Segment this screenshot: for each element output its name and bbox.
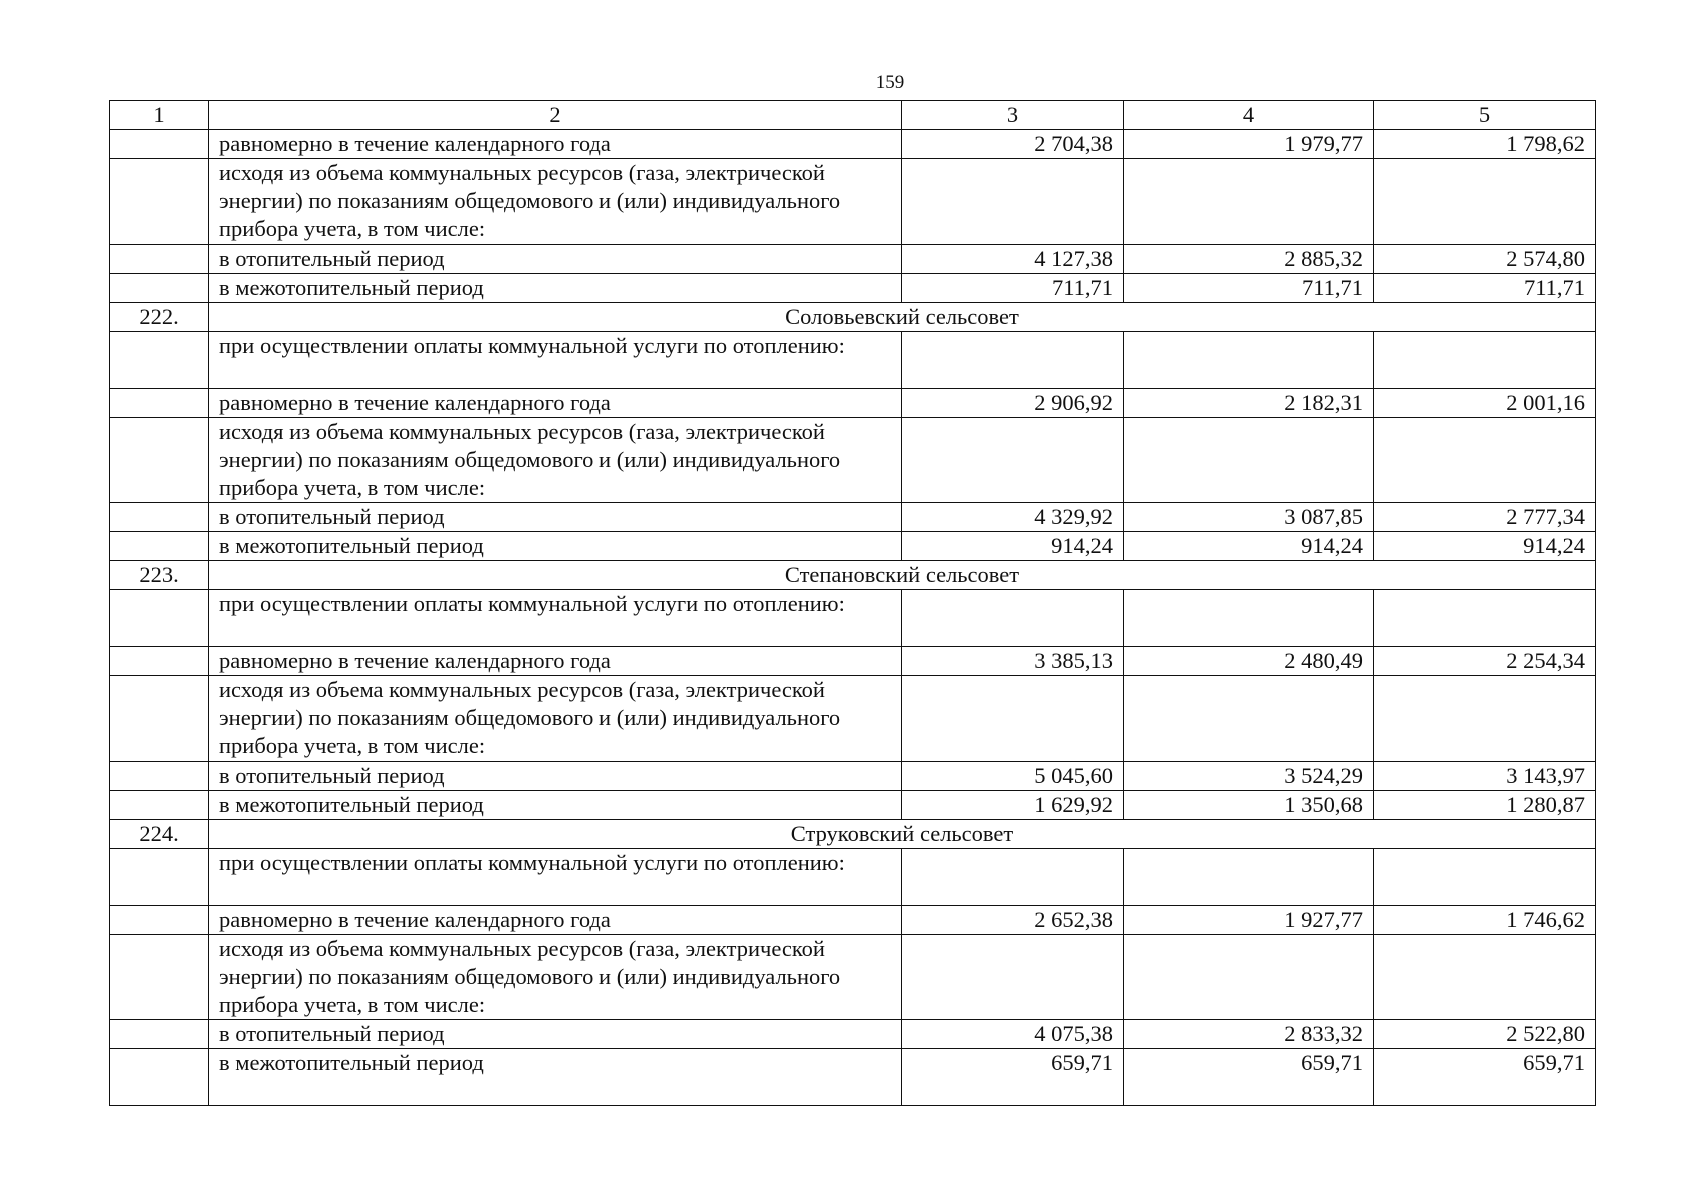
table-row <box>110 159 1596 245</box>
row-number <box>110 590 209 647</box>
row-number <box>110 905 209 934</box>
table-row <box>110 417 1596 503</box>
value-col-5: 2 522,80 <box>1374 1020 1596 1049</box>
row-description: при осуществлении оплаты коммунальной услуги по отоплению: <box>209 590 902 647</box>
row-description: при осуществлении оплаты коммунальной услуги по отоплению: <box>209 331 902 388</box>
value-col-4 <box>1124 331 1374 388</box>
row-number <box>110 848 209 905</box>
table-row <box>110 1020 1596 1049</box>
row-number <box>110 244 209 273</box>
value-col-4: 3 524,29 <box>1124 761 1374 790</box>
table-row <box>110 130 1596 159</box>
value-col-4 <box>1124 676 1374 762</box>
row-description: равномерно в течение календарного года <box>209 905 902 934</box>
row-description: в межотопительный период <box>209 532 902 561</box>
value-col-5 <box>1374 331 1596 388</box>
row-description: в отопительный период <box>209 244 902 273</box>
value-col-3 <box>902 590 1124 647</box>
value-col-3: 659,71 <box>902 1049 1124 1106</box>
value-col-3: 914,24 <box>902 532 1124 561</box>
value-col-5: 3 143,97 <box>1374 761 1596 790</box>
region-name: Соловьевский сельсовет <box>209 302 1596 331</box>
row-number <box>110 647 209 676</box>
row-description: в межотопительный период <box>209 790 902 819</box>
value-col-5 <box>1374 159 1596 245</box>
row-number: 224. <box>110 819 209 848</box>
row-description: исходя из объема коммунальных ресурсов (газа, электрической энергии) по показаниям общедомового и (или) индивидуального прибора учета, в том числе: <box>209 159 902 245</box>
value-col-3 <box>902 934 1124 1020</box>
value-col-3: 4 075,38 <box>902 1020 1124 1049</box>
value-col-5: 914,24 <box>1374 532 1596 561</box>
value-col-3 <box>902 676 1124 762</box>
value-col-3: 4 127,38 <box>902 244 1124 273</box>
row-number <box>110 1020 209 1049</box>
table-row <box>110 934 1596 1020</box>
value-col-3: 4 329,92 <box>902 503 1124 532</box>
value-col-3: 2 704,38 <box>902 130 1124 159</box>
row-number <box>110 761 209 790</box>
value-col-4: 659,71 <box>1124 1049 1374 1106</box>
value-col-5: 1 798,62 <box>1374 130 1596 159</box>
value-col-4 <box>1124 848 1374 905</box>
value-col-5: 711,71 <box>1374 273 1596 302</box>
row-number <box>110 130 209 159</box>
value-col-4: 1 979,77 <box>1124 130 1374 159</box>
row-description: исходя из объема коммунальных ресурсов (газа, электрической энергии) по показаниям общедомового и (или) индивидуального прибора учета, в том числе: <box>209 676 902 762</box>
row-number <box>110 934 209 1020</box>
tariff-table <box>109 100 1596 1106</box>
value-col-4: 1 927,77 <box>1124 905 1374 934</box>
region-row <box>110 561 1596 590</box>
page-number: 159 <box>875 72 905 93</box>
row-description: равномерно в течение календарного года <box>209 388 902 417</box>
value-col-3 <box>902 417 1124 503</box>
value-col-4: 711,71 <box>1124 273 1374 302</box>
table-body <box>110 101 1596 1106</box>
value-col-5: 2 574,80 <box>1374 244 1596 273</box>
value-col-5: 659,71 <box>1374 1049 1596 1106</box>
value-col-4: 1 350,68 <box>1124 790 1374 819</box>
row-number <box>110 417 209 503</box>
value-col-4: 2 885,32 <box>1124 244 1374 273</box>
value-col-4: 2 833,32 <box>1124 1020 1374 1049</box>
header-cell-2: 2 <box>209 101 902 130</box>
value-col-5: 1 746,62 <box>1374 905 1596 934</box>
table-row <box>110 905 1596 934</box>
value-col-3 <box>902 331 1124 388</box>
value-col-5: 2 777,34 <box>1374 503 1596 532</box>
table-row <box>110 590 1596 647</box>
value-col-5 <box>1374 848 1596 905</box>
row-number <box>110 273 209 302</box>
value-col-3: 2 906,92 <box>902 388 1124 417</box>
table-row <box>110 1049 1596 1106</box>
region-name: Струковский сельсовет <box>209 819 1596 848</box>
value-col-4: 2 480,49 <box>1124 647 1374 676</box>
value-col-4 <box>1124 934 1374 1020</box>
table-header-row <box>110 101 1596 130</box>
table-row <box>110 848 1596 905</box>
value-col-3: 5 045,60 <box>902 761 1124 790</box>
value-col-5: 2 254,34 <box>1374 647 1596 676</box>
table-row <box>110 790 1596 819</box>
table-row <box>110 532 1596 561</box>
row-number <box>110 159 209 245</box>
table-row <box>110 647 1596 676</box>
value-col-3 <box>902 848 1124 905</box>
value-col-5 <box>1374 676 1596 762</box>
value-col-4: 914,24 <box>1124 532 1374 561</box>
row-number: 223. <box>110 561 209 590</box>
row-number: 222. <box>110 302 209 331</box>
table-row <box>110 676 1596 762</box>
value-col-5: 2 001,16 <box>1374 388 1596 417</box>
table-row <box>110 503 1596 532</box>
value-col-5 <box>1374 590 1596 647</box>
value-col-3: 2 652,38 <box>902 905 1124 934</box>
table-row <box>110 244 1596 273</box>
header-cell-4: 4 <box>1124 101 1374 130</box>
row-number <box>110 1049 209 1106</box>
row-description: в межотопительный период <box>209 1049 902 1106</box>
row-description: в отопительный период <box>209 503 902 532</box>
row-number <box>110 790 209 819</box>
value-col-4 <box>1124 590 1374 647</box>
row-number <box>110 676 209 762</box>
row-description: исходя из объема коммунальных ресурсов (газа, электрической энергии) по показаниям общедомового и (или) индивидуального прибора учета, в том числе: <box>209 934 902 1020</box>
region-name: Степановский сельсовет <box>209 561 1596 590</box>
value-col-3: 1 629,92 <box>902 790 1124 819</box>
row-description: равномерно в течение календарного года <box>209 130 902 159</box>
row-description: в отопительный период <box>209 761 902 790</box>
region-row <box>110 302 1596 331</box>
row-description: при осуществлении оплаты коммунальной услуги по отоплению: <box>209 848 902 905</box>
table-row <box>110 331 1596 388</box>
header-cell-1: 1 <box>110 101 209 130</box>
value-col-3: 3 385,13 <box>902 647 1124 676</box>
table-row <box>110 761 1596 790</box>
value-col-5: 1 280,87 <box>1374 790 1596 819</box>
region-row <box>110 819 1596 848</box>
header-cell-5: 5 <box>1374 101 1596 130</box>
row-description: в отопительный период <box>209 1020 902 1049</box>
row-description: исходя из объема коммунальных ресурсов (газа, электрической энергии) по показаниям общедомового и (или) индивидуального прибора учета, в том числе: <box>209 417 902 503</box>
value-col-4: 3 087,85 <box>1124 503 1374 532</box>
row-number <box>110 532 209 561</box>
value-col-4 <box>1124 159 1374 245</box>
value-col-4 <box>1124 417 1374 503</box>
value-col-3 <box>902 159 1124 245</box>
row-description: в межотопительный период <box>209 273 902 302</box>
table-row <box>110 388 1596 417</box>
table-row <box>110 273 1596 302</box>
row-number <box>110 331 209 388</box>
value-col-3: 711,71 <box>902 273 1124 302</box>
row-number <box>110 388 209 417</box>
value-col-5 <box>1374 934 1596 1020</box>
row-description: равномерно в течение календарного года <box>209 647 902 676</box>
row-number <box>110 503 209 532</box>
value-col-4: 2 182,31 <box>1124 388 1374 417</box>
header-cell-3: 3 <box>902 101 1124 130</box>
value-col-5 <box>1374 417 1596 503</box>
